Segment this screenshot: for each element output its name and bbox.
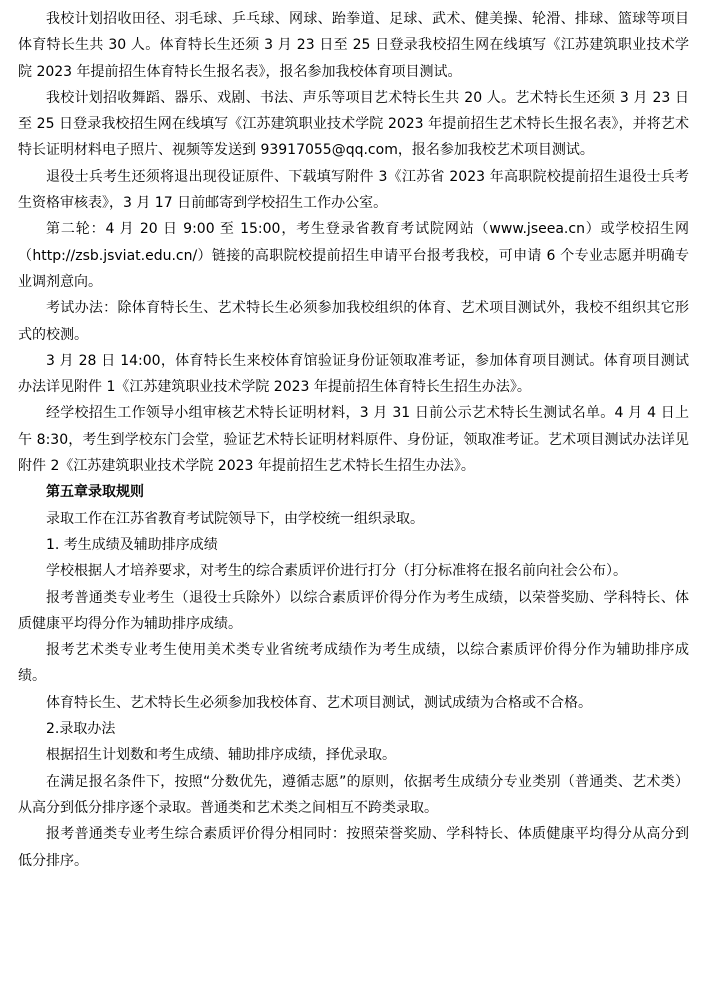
paragraph-quality-scoring: 学校根据人才培养要求，对考生的综合素质评价进行打分（打分标准将在报名前向社会公布）。 xyxy=(46,563,627,580)
paragraph-exam-method: 考试办法：除体育特长生、艺术特长生必须参加我校组织的体育、艺术项目测试外，我校不组织其它形式的校测。 xyxy=(18,300,689,343)
paragraph-tie-break: 报考普通类专业考生综合素质评价得分相同时：按照荣誉奖励、学科特长、体质健康平均得分从高分到低分排序。 xyxy=(18,826,689,869)
paragraph-admission-intro: 录取工作在江苏省教育考试院领导下，由学校统一组织录取。 xyxy=(46,510,424,527)
subheading-scores: 1. 考生成绩及辅助排序成绩 xyxy=(46,536,218,553)
paragraph-arts-test: 经学校招生工作领导小组审核艺术特长证明材料，3 月 31 日前公示艺术特长生测试名单。4 月 4 日上午 8:30，考生到学校东门会堂，验证艺术特长证明材料原件、身份证，领取准考证。艺术项目测试办法详见附件 2《江苏建筑职业技术学院 2023 年提前招生艺术特长生招生办法》。 xyxy=(18,405,689,475)
paragraph-merit-admission: 根据招生计划数和考生成绩、辅助排序成绩，择优录取。 xyxy=(46,747,396,764)
paragraph-arts-scores: 报考艺术类专业考生使用美术类专业省统考成绩作为考生成绩，以综合素质评价得分作为辅助排序成绩。 xyxy=(18,642,689,685)
section-heading: 第五章录取规则 xyxy=(46,484,144,501)
paragraph-specialty-results: 体育特长生、艺术特长生必须参加我校体育、艺术项目测试，测试成绩为合格或不合格。 xyxy=(46,694,592,711)
paragraph-second-round: 第二轮：4 月 20 日 9:00 至 15:00，考生登录省教育考试院网站（www.jseea.cn）或学校招生网（http://zsb.jsviat.edu.cn/）链接的高职院校提前招生申请平台报考我校，可申请 6 个专业志愿并明确专业调剂意向。 xyxy=(18,221,689,290)
subheading-admission-method: 2.录取办法 xyxy=(46,721,116,738)
paragraph-arts-specialty: 我校计划招收舞蹈、器乐、戏剧、书法、声乐等项目艺术特长生共 20 人。艺术特长生还须 3 月 23 日至 25 日登录我校招生网在线填写《江苏建筑职业技术学院 2023 年提前招生艺术特长生报名表》，并将艺术特长证明材料电子照片、视频等发送到 93917055@qq.com，报名参加我校艺术项目测试。 xyxy=(18,89,689,159)
paragraph-sports-test: 3 月 28 日 14:00，体育特长生来校体育馆验证身份证领取准考证，参加体育项目测试。体育项目测试办法详见附件 1《江苏建筑职业技术学院 2023 年提前招生体育特长生招生办法》。 xyxy=(18,352,689,396)
paragraph-veterans: 退役士兵考生还须将退出现役证原件、下载填写附件 3《江苏省 2023 年高职院校提前招生退役士兵考生资格审核表》，3 月 17 日前邮寄到学校招生工作办公室。 xyxy=(18,168,689,212)
paragraph-sports-specialty: 我校计划招收田径、羽毛球、乒乓球、网球、跆拳道、足球、武术、健美操、轮滑、排球、篮球等项目体育特长生共 30 人。体育特长生还须 3 月 23 日至 25 日登录我校招生网在线填写《江苏建筑职业技术学院 2023 年提前招生体育特长生报名表》，报名参加我校体育项目测试。 xyxy=(18,11,689,80)
paragraph-admission-principle: 在满足报名条件下，按照“分数优先，遵循志愿”的原则，依据考生成绩分专业类别（普通类、艺术类）从高分到低分排序逐个录取。普通类和艺术类之间相互不跨类录取。 xyxy=(18,773,689,816)
paragraph-general-scores: 报考普通类专业考生（退役士兵除外）以综合素质评价得分作为考生成绩，以荣誉奖励、学科特长、体质健康平均得分作为辅助排序成绩。 xyxy=(18,589,689,632)
